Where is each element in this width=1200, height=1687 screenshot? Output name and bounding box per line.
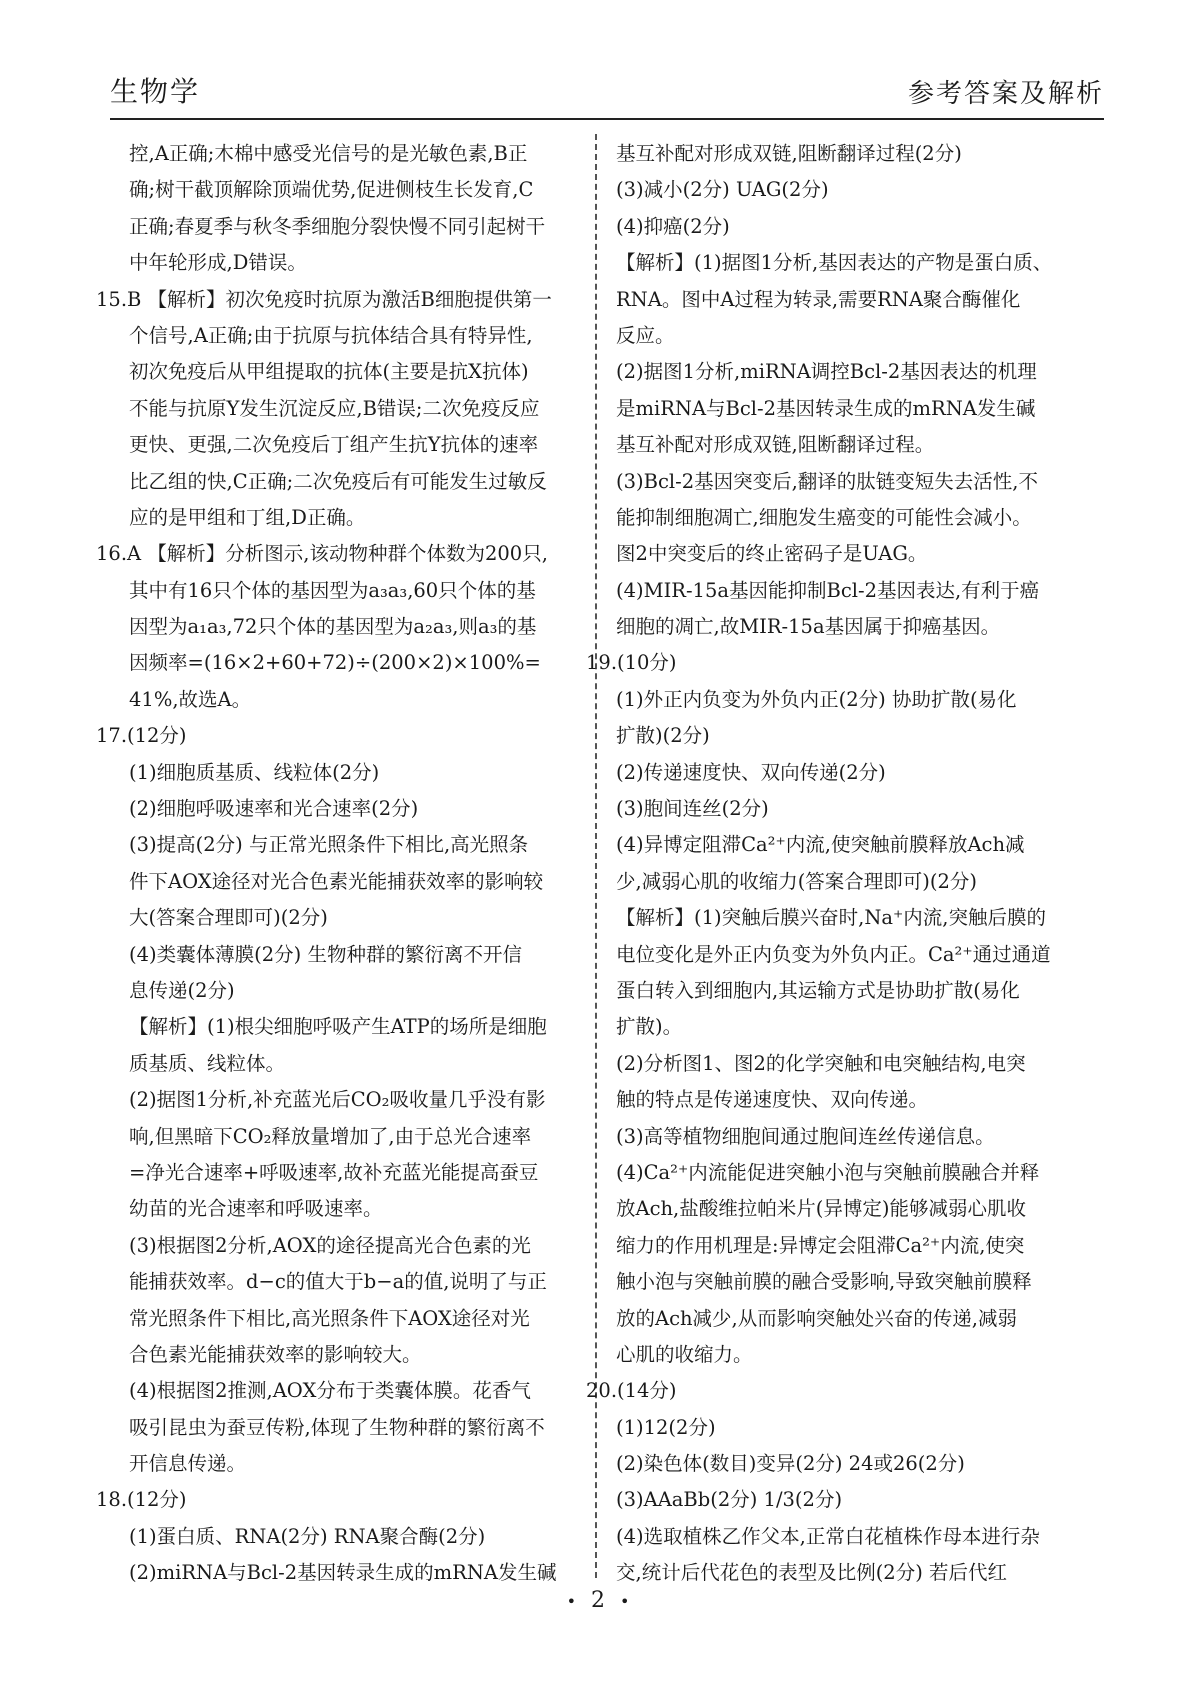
text-line: 因型为a₁a₃,72只个体的基因型为a₂a₃,则a₃的基 [129,615,537,639]
text-line: RNA。图中A过程为转录,需要RNA聚合酶催化 [616,287,1021,311]
text-line: 41%,故选A。 [129,687,252,711]
text-line: 16.A 【解析】分析图示,该动物种群个体数为200只, [96,542,548,566]
text-line: 因频率=(16×2+60+72)÷(200×2)×100%= [129,651,541,675]
text-line: (4)异博定阻滞Ca²⁺内流,使突触前膜释放Ach减 [616,833,1025,857]
text-line: 控,A正确;木棉中感受光信号的是光敏色素,B正 [129,142,528,165]
text-line: (2)据图1分析,补充蓝光后CO₂吸收量几乎没有影 [129,1088,546,1112]
text-line: (4)Ca²⁺内流能促进突触小泡与突触前膜融合并释 [616,1160,1040,1184]
text-line: (1)细胞质基质、线粒体(2分) [129,760,380,784]
text-line: 正确;春夏季与秋冬季细胞分裂快慢不同引起树干 [129,214,546,238]
text-line: (3)减小(2分) UAG(2分) [616,178,829,202]
text-line: 件下AOX途径对光合色素光能捕获效率的影响较 [129,869,544,893]
text-line: 应的是甲组和丁组,D正确。 [129,505,366,529]
text-line: =净光合速率+呼吸速率,故补充蓝光能提高蚕豆 [129,1160,539,1184]
text-line: 触的特点是传递速度快、双向传递。 [616,1088,929,1112]
text-line: (3)胞间连丝(2分) [616,797,769,821]
text-line: 17.(12分) [96,724,187,748]
text-line: (4)MIR-15a基因能抑制Bcl-2基因表达,有利于癌 [616,578,1040,602]
text-line: 吸引昆虫为蚕豆传粉,体现了生物种群的繁衍离不 [129,1415,545,1439]
text-line: 放的Ach减少,从而影响突触处兴奋的传递,减弱 [616,1306,1017,1330]
text-line: 19.(10分) [586,651,677,675]
text-line: 基互补配对形成双链,阻断翻译过程。 [616,433,935,457]
text-line: 心肌的收缩力。 [616,1342,753,1366]
text-line: (3)根据图2分析,AOX的途径提高光合色素的光 [129,1233,531,1257]
text-line: (2)染色体(数目)变异(2分) 24或26(2分) [616,1452,965,1476]
text-line: (1)12(2分) [616,1415,716,1439]
text-line: 是miRNA与Bcl-2基因转录生成的mRNA发生碱 [616,396,1036,420]
text-line: 反应。 [616,323,675,347]
bullet-left: • [566,1592,580,1611]
text-line: (3)提高(2分) 与正常光照条件下相比,高光照条 [129,833,529,857]
text-line: 确;树干截顶解除顶端优势,促进侧枝生长发育,C [129,178,534,202]
text-line: (4)抑癌(2分) [616,214,730,238]
text-line: 初次免疫后从甲组提取的抗体(主要是抗X抗体) [129,360,529,384]
text-line: (3)AAaBb(2分) 1/3(2分) [616,1488,843,1512]
section-title: 参考答案及解析 [907,79,1104,109]
text-line: 能捕获效率。d−c的值大于b−a的值,说明了与正 [129,1270,547,1294]
text-line: (4)根据图2推测,AOX分布于类囊体膜。花香气 [129,1379,531,1403]
text-line: 【解析】(1)根尖细胞呼吸产生ATP的场所是细胞 [129,1015,547,1039]
text-line: (2)细胞呼吸速率和光合速率(2分) [129,797,419,821]
text-line: 比乙组的快,C正确;二次免疫后有可能发生过敏反 [129,469,547,493]
bullet-right: • [620,1592,634,1611]
text-line: 少,减弱心肌的收缩力(答案合理即可)(2分) [616,869,978,893]
text-line: (1)外正内负变为外负内正(2分) 协助扩散(易化 [616,687,1017,711]
text-line: 中年轮形成,D错误。 [129,251,307,275]
text-line: (3)高等植物细胞间通过胞间连丝传递信息。 [616,1124,995,1148]
text-line: 15.B 【解析】初次免疫时抗原为激活B细胞提供第一 [96,287,552,311]
text-line: (3)Bcl-2基因突变后,翻译的肽链变短失去活性,不 [616,469,1039,493]
text-line: 缩力的作用机理是:异博定会阻滞Ca²⁺内流,使突 [616,1233,1025,1257]
text-line: 扩散)(2分) [616,724,710,748]
text-line: 基互补配对形成双链,阻断翻译过程(2分) [616,142,962,165]
text-line: 【解析】(1)突触后膜兴奋时,Na⁺内流,突触后膜的 [616,906,1047,930]
text-line: 其中有16只个体的基因型为a₃a₃,60只个体的基 [129,578,536,602]
subject-title: 生物学 [110,75,201,108]
text-line: (1)蛋白质、RNA(2分) RNA聚合酶(2分) [129,1524,486,1548]
text-line: 图2中突变后的终止密码子是UAG。 [616,542,928,566]
text-line: 电位变化是外正内负变为外负内正。Ca²⁺通过通道 [616,942,1051,966]
page-header [110,74,1104,120]
text-line: 交,统计后代花色的表型及比例(2分) 若后代红 [616,1561,1008,1585]
text-line: (2)传递速度快、双向传递(2分) [616,760,886,784]
text-line: 不能与抗原Y发生沉淀反应,B错误;二次免疫反应 [129,396,540,420]
page-number: 2 [591,1588,609,1613]
text-line: 20.(14分) [586,1379,677,1403]
text-line: 常光照条件下相比,高光照条件下AOX途径对光 [129,1306,530,1330]
text-line: 【解析】(1)据图1分析,基因表达的产物是蛋白质、 [616,251,1053,275]
text-line: 细胞的凋亡,故MIR-15a基因属于抑癌基因。 [616,615,1001,639]
text-line: 合色素光能捕获效率的影响较大。 [129,1342,422,1366]
text-line: 开信息传递。 [129,1452,247,1476]
text-line: 触小泡与突触前膜的融合受影响,导致突触前膜释 [616,1270,1032,1294]
text-line: 个信号,A正确;由于抗原与抗体结合具有特异性, [129,323,533,347]
text-line: 响,但黑暗下CO₂释放量增加了,由于总光合速率 [129,1124,532,1148]
text-line: 放Ach,盐酸维拉帕米片(异博定)能够减弱心肌收 [616,1197,1026,1221]
text-line: 更快、更强,二次免疫后丁组产生抗Y抗体的速率 [129,433,539,457]
right-column [586,136,1104,1592]
text-line: 18.(12分) [96,1488,187,1512]
text-line: 扩散)。 [616,1015,683,1039]
text-line: 大(答案合理即可)(2分) [129,906,328,930]
page-footer [0,1588,1200,1613]
left-column [96,136,584,1592]
text-line: (4)选取植株乙作父本,正常白花植株作母本进行杂 [616,1524,1040,1548]
text-line: 息传递(2分) [129,978,235,1002]
text-line: (2)分析图1、图2的化学突触和电突触结构,电突 [616,1051,1026,1075]
text-line: 幼苗的光合速率和呼吸速率。 [129,1197,383,1221]
text-line: 质基质、线粒体。 [129,1051,286,1075]
text-line: (4)类囊体薄膜(2分) 生物种群的繁衍离不开信 [129,942,522,966]
column-divider [595,134,597,1578]
text-line: (2)miRNA与Bcl-2基因转录生成的mRNA发生碱 [129,1561,557,1585]
text-line: 蛋白转入到细胞内,其运输方式是协助扩散(易化 [616,978,1020,1002]
text-line: 能抑制细胞凋亡,细胞发生癌变的可能性会减小。 [616,505,1032,529]
text-line: (2)据图1分析,miRNA调控Bcl-2基因表达的机理 [616,360,1037,384]
